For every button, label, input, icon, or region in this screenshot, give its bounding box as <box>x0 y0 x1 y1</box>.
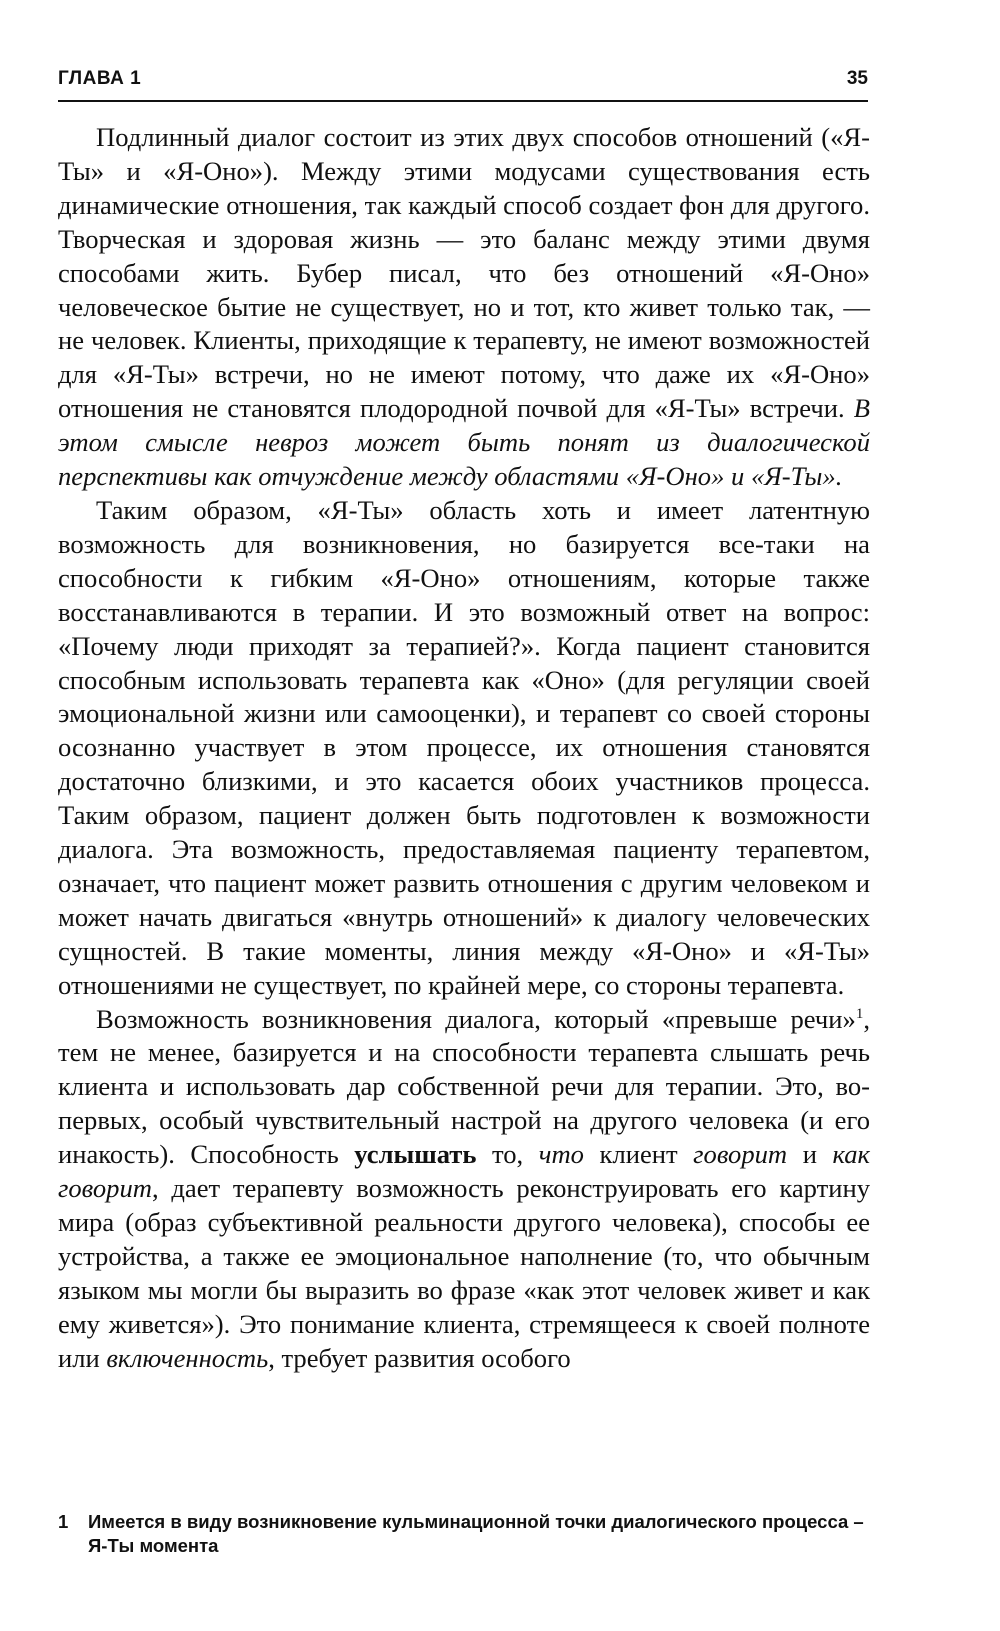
paragraph-3-italic-4: включенность <box>106 1342 269 1373</box>
paragraph-3-part5: и <box>787 1139 833 1170</box>
chapter-title: ГЛАВА 1 <box>58 68 142 89</box>
footnote-text: Имеется в виду возникновение кульминационной точки диалогического процесса – Я-Ты момента <box>88 1511 864 1556</box>
paragraph-3-part3: то, <box>476 1139 539 1170</box>
paragraph-3-bold: услышать <box>354 1139 477 1170</box>
paragraph-1-italic: В этом смысле невроз может быть понят из диалогической перспективы как отчуждение между областями «Я-Оно» и «Я-Ты». <box>58 393 870 492</box>
paragraph-3-part6: , дает терапевту возможность реконструировать его картину мира (образ субъективной реальности другого человека), способы ее устройства, а также ее эмоциональное наполнение (то, что обычным языком мы могли бы выразить во фразе «как этот человек живет и как ему живется»). Это понимание клиента, стремящееся к своей полноте или <box>58 1173 870 1373</box>
footnote <box>58 1510 870 1558</box>
paragraph-2-text: Таким образом, «Я-Ты» область хоть и имеет латентную возможность для возникновения, но базируется все-таки на способности к гибким «Я-Оно» отношениям, которые также восстанавливаются в терапии. И это возможный ответ на вопрос: «Почему люди приходят за терапией?». Когда пациент становится способным использовать терапевта как «Оно» (для регуляции своей эмоциональной жизни или самооценки), и терапевт со своей стороны осознанно участвует в этом процессе, их отношения становятся достаточно близкими, и это касается обоих участников процесса. Таким образом, пациент должен быть подготовлен к возможности диалога. Эта возможность, предоставляемая пациенту терапевтом, означает, что пациент может развить отношения с другим человеком и может начать двигаться «внутрь отношений» к диалогу человеческих сущностей. В такие моменты, линия между «Я-Оно» и «Я-Ты» отношениями не существует, по крайней мере, со стороны терапевта. <box>58 494 870 1000</box>
paragraph-3-italic-1: что <box>538 1139 584 1170</box>
running-head <box>58 66 868 102</box>
paragraph-3-part2: , тем не менее, базируется и на способности терапевта слышать речь клиента и использовать дар собственной речи для терапии. Это, во-первых, особый чувствительный настрой на другого человека (и его инакость). Способность <box>58 1003 870 1170</box>
footnote-reference: 1 <box>855 1005 864 1022</box>
paragraph-2 <box>58 494 870 1003</box>
paragraph-3-italic-3: как говорит <box>58 1139 870 1204</box>
paragraph-3-part1: Возможность возникновения диалога, который «превыше речи» <box>96 1003 856 1034</box>
page-number: 35 <box>846 68 868 89</box>
paragraph-3-part4: клиент <box>583 1139 694 1170</box>
body-text <box>58 121 870 1376</box>
paragraph-3-italic-2: говорит <box>693 1139 788 1170</box>
paragraph-3-part7: , требует развития особого <box>268 1342 571 1373</box>
paragraph-1 <box>58 121 870 494</box>
paragraph-3 <box>58 1003 870 1376</box>
footnote-number: 1 <box>58 1511 69 1532</box>
paragraph-1-text: Подлинный диалог состоит из этих двух способов отношений («Я-Ты» и «Я-Оно»). Между этими модусами существования есть динамические отношения, так каждый способ создает фон для другого. Творческая и здоровая жизнь — это баланс между этими двумя способами жить. Бубер писал, что без отношений «Я-Оно» человеческое бытие не существует, но и тот, кто живет только так, — не человек. Клиенты, приходящие к терапевту, не имеют возможностей для «Я-Ты» встречи, но не имеют потому, что даже их «Я-Оно» отношения не становятся плодородной почвой для «Я-Ты» встречи. <box>58 122 870 424</box>
